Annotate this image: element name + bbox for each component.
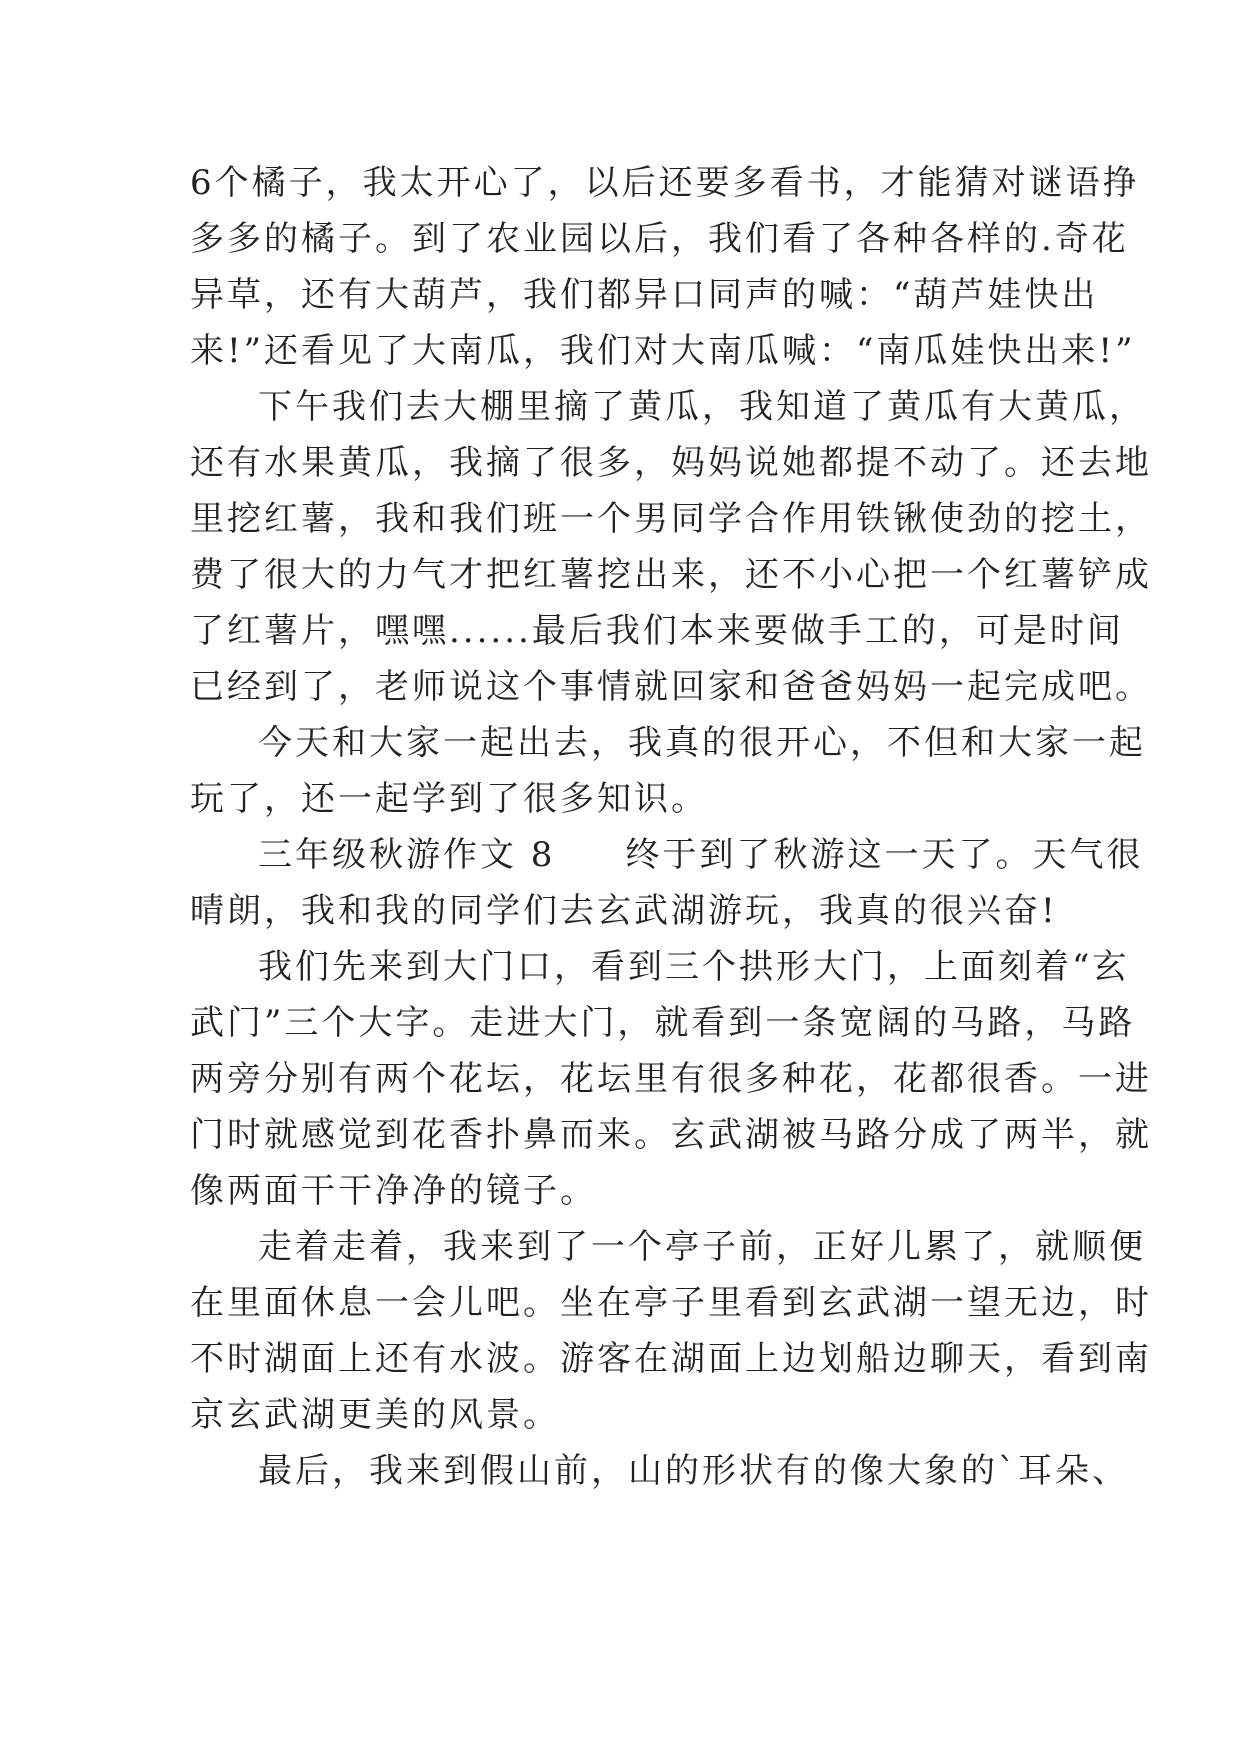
text-line: 门时就感觉到花香扑鼻而来。玄武湖被马路分成了两半，就	[190, 1115, 1152, 1155]
text-line: 来!”还看见了大南瓜，我们对大南瓜喊：“南瓜娃快出来!”	[190, 331, 1136, 371]
text-line: 在里面休息一会儿吧。坐在亭子里看到玄武湖一望无边，时	[190, 1283, 1152, 1323]
text-line: 我们先来到大门口，看到三个拱形大门，上面刻着“玄	[258, 947, 1130, 987]
text-line: 像两面干干净净的镜子。	[190, 1171, 597, 1211]
document-body	[190, 155, 1152, 1499]
text-segment: 终于到了秋游这一天了。天气很	[625, 835, 1144, 875]
essay-heading: 三年级秋游作文 8	[258, 835, 556, 875]
text-line: 玩了，还一起学到了很多知识。	[190, 779, 708, 819]
text-line: 走着走着，我来到了一个亭子前，正好儿累了，就顺便	[258, 1227, 1146, 1267]
text-line: 费了很大的力气才把红薯挖出来，还不小心把一个红薯铲成	[190, 555, 1152, 595]
text-line: 还有水果黄瓜，我摘了很多，妈妈说她都提不动了。还去地	[190, 443, 1152, 483]
text-line: 武门”三个大字。走进大门，就看到一条宽阔的马路，马路	[190, 1003, 1136, 1043]
text-line: 了红薯片，嘿嘿......最后我们本来要做手工的，可是时间	[190, 611, 1124, 651]
text-line: 今天和大家一起出去，我真的很开心，不但和大家一起	[258, 723, 1146, 763]
text-line: 不时湖面上还有水波。游客在湖面上边划船边聊天，看到南	[190, 1339, 1152, 1379]
text-line: 6个橘子，我太开心了，以后还要多看书，才能猜对谜语挣	[190, 163, 1140, 203]
text-line: 两旁分别有两个花坛，花坛里有很多种花，花都很香。一进	[190, 1059, 1152, 1099]
text-line: 多多的橘子。到了农业园以后，我们看了各种各样的.奇花	[190, 219, 1129, 259]
text-line: 晴朗，我和我的同学们去玄武湖游玩，我真的很兴奋!	[190, 891, 1058, 931]
text-line: 最后，我来到假山前，山的形状有的像大象的`耳朵、	[258, 1451, 1129, 1491]
text-line: 已经到了，老师说这个事情就回家和爸爸妈妈一起完成吧。	[190, 667, 1152, 707]
text-line: 京玄武湖更美的风景。	[190, 1395, 560, 1435]
text-line: 下午我们去大棚里摘了黄瓜，我知道了黄瓜有大黄瓜，	[258, 387, 1146, 427]
text-line: 异草，还有大葫芦，我们都异口同声的喊：“葫芦娃快出	[190, 275, 1099, 315]
text-line: 里挖红薯，我和我们班一个男同学合作用铁锹使劲的挖土，	[190, 499, 1152, 539]
text-line	[190, 827, 1144, 883]
